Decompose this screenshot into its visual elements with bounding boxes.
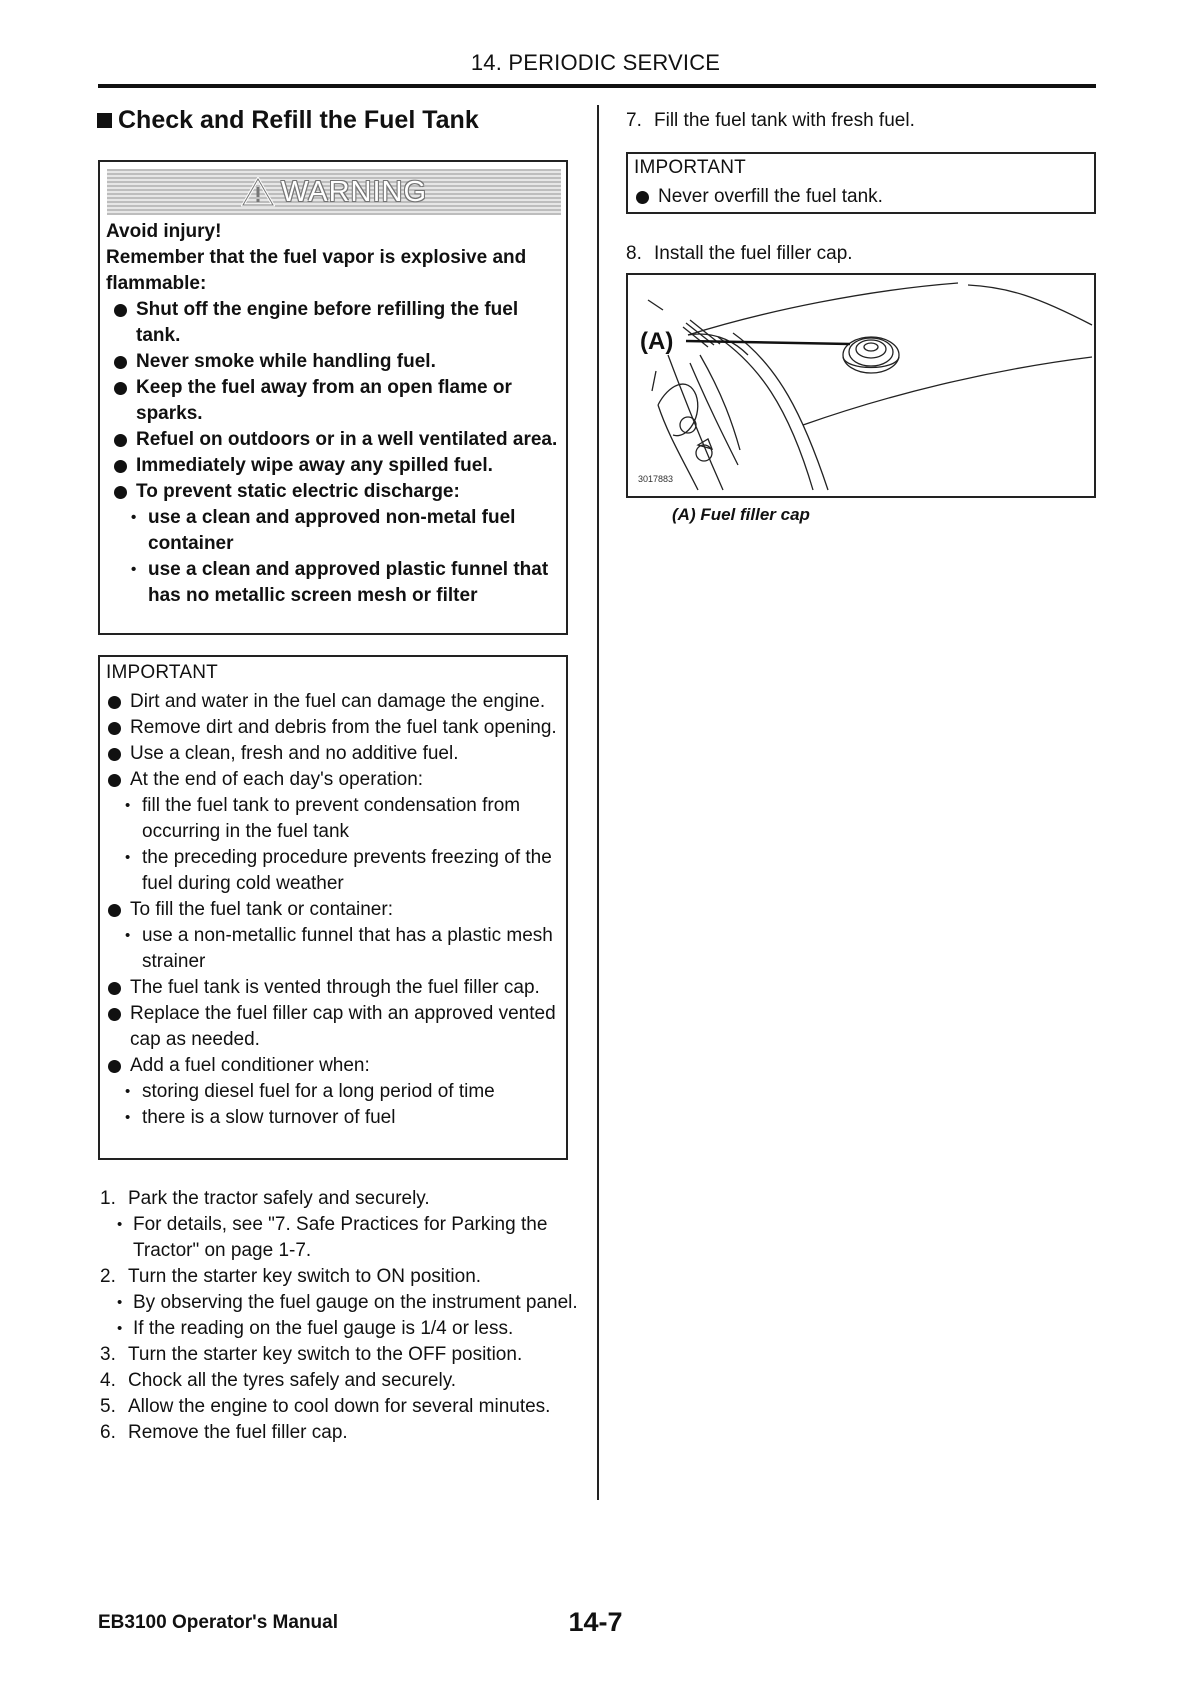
warning-triangle-icon: [241, 177, 275, 207]
important-bullet: Add a fuel conditioner when:: [100, 1053, 566, 1079]
step-number: 6.: [100, 1422, 116, 1443]
step-sub-item: • By observing the fuel gauge on the instrument panel.: [98, 1290, 578, 1316]
step-text: Install the fuel filler cap.: [654, 243, 853, 264]
important-box-left: [98, 655, 568, 1160]
warning-bullet: Never smoke while handling fuel.: [106, 349, 560, 375]
warning-line: Remember that the fuel vapor is explosive and flammable:: [106, 247, 527, 294]
step-item: [98, 1186, 578, 1212]
procedure-steps-right-2: [624, 241, 1094, 267]
important-bullet: Remove dirt and debris from the fuel tank opening.: [100, 715, 566, 741]
important-sub-bullet: • the preceding procedure prevents freezing of the fuel during cold weather: [100, 845, 566, 897]
procedure-steps-left: [98, 1186, 578, 1446]
step-item: [98, 1394, 578, 1420]
square-bullet-icon: [97, 113, 112, 128]
step-number: 3.: [100, 1344, 116, 1365]
step-item: [98, 1264, 578, 1290]
step-text: Park the tractor safely and securely.: [128, 1188, 430, 1209]
footer-manual-title: EB3100 Operator's Manual: [98, 1612, 338, 1633]
important-bullet: The fuel tank is vented through the fuel filler cap.: [100, 975, 566, 1001]
important-bullet: Use a clean, fresh and no additive fuel.: [100, 741, 566, 767]
step-number: 5.: [100, 1396, 116, 1417]
warning-bullet: To prevent static electric discharge:: [106, 479, 560, 505]
step-number: 4.: [100, 1370, 116, 1391]
figure-caption: (A) Fuel filler cap: [672, 505, 810, 524]
footer-page-number: 14-7: [568, 1607, 623, 1637]
step-item: [624, 108, 1094, 134]
step-number: 8.: [626, 243, 642, 264]
important-sub-bullet: • use a non-metallic funnel that has a plastic mesh strainer: [100, 923, 566, 975]
warning-body: [106, 219, 560, 609]
warning-banner: [107, 169, 561, 215]
important-list: [100, 689, 566, 1131]
step-item: [98, 1342, 578, 1368]
important-box-right: [626, 152, 1096, 214]
warning-sub-bullet: • use a clean and approved non-metal fuel container: [106, 505, 560, 557]
page-header-title: 14. PERIODIC SERVICE: [470, 50, 721, 75]
step-item: [98, 1420, 578, 1446]
step-number: 7.: [626, 110, 642, 131]
step-item: [98, 1368, 578, 1394]
important-bullet: Never overfill the fuel tank.: [628, 184, 1094, 210]
warning-bullet: Immediately wipe away any spilled fuel.: [106, 453, 560, 479]
step-text: Chock all the tyres safely and securely.: [128, 1370, 457, 1391]
important-list: [628, 184, 1094, 210]
step-sub-item: • If the reading on the fuel gauge is 1/4 or less.: [98, 1316, 578, 1342]
procedure-steps-right: [624, 108, 1094, 134]
step-text: Remove the fuel filler cap.: [128, 1422, 348, 1443]
warning-label: WARNING: [280, 175, 428, 208]
step-number: 2.: [100, 1266, 116, 1287]
important-bullet: To fill the fuel tank or container:: [100, 897, 566, 923]
step-text: Fill the fuel tank with fresh fuel.: [654, 110, 915, 131]
section-title-text: Check and Refill the Fuel Tank: [118, 106, 479, 134]
step-sub-item: • For details, see "7. Safe Practices for Parking the Tractor" on page 1-7.: [98, 1212, 578, 1264]
important-bullet: Dirt and water in the fuel can damage the engine.: [100, 689, 566, 715]
step-number: 1.: [100, 1188, 116, 1209]
step-item: [624, 241, 1094, 267]
section-title: [97, 106, 479, 135]
important-bullet: Replace the fuel filler cap with an approved vented cap as needed.: [100, 1001, 566, 1053]
header-rule: [98, 84, 1096, 88]
warning-bullet: Refuel on outdoors or in a well ventilated area.: [106, 427, 560, 453]
warning-bullet: Shut off the engine before refilling the fuel tank.: [106, 297, 560, 349]
important-sub-bullet: • storing diesel fuel for a long period of time: [100, 1079, 566, 1105]
step-text: Turn the starter key switch to the OFF position.: [128, 1344, 523, 1365]
step-text: Allow the engine to cool down for several minutes.: [128, 1396, 551, 1417]
important-bullet: At the end of each day's operation:: [100, 767, 566, 793]
warning-line: Avoid injury!: [106, 221, 222, 242]
figure-callout-label: (A): [640, 328, 674, 355]
column-divider: [597, 105, 599, 1500]
fuel-tank-illustration: [628, 275, 1094, 496]
important-title: IMPORTANT: [634, 157, 746, 178]
important-sub-bullet: • there is a slow turnover of fuel: [100, 1105, 566, 1131]
important-sub-bullet: • fill the fuel tank to prevent condensation from occurring in the fuel tank: [100, 793, 566, 845]
step-text: Turn the starter key switch to ON position.: [128, 1266, 482, 1287]
warning-sub-bullet: • use a clean and approved plastic funnel that has no metallic screen mesh or filter: [106, 557, 560, 609]
warning-bullet: Keep the fuel away from an open flame or sparks.: [106, 375, 560, 427]
important-title: IMPORTANT: [106, 662, 218, 683]
figure-code: 3017883: [638, 474, 674, 484]
warning-box: [98, 160, 568, 635]
fuel-filler-cap-figure: [626, 273, 1096, 498]
